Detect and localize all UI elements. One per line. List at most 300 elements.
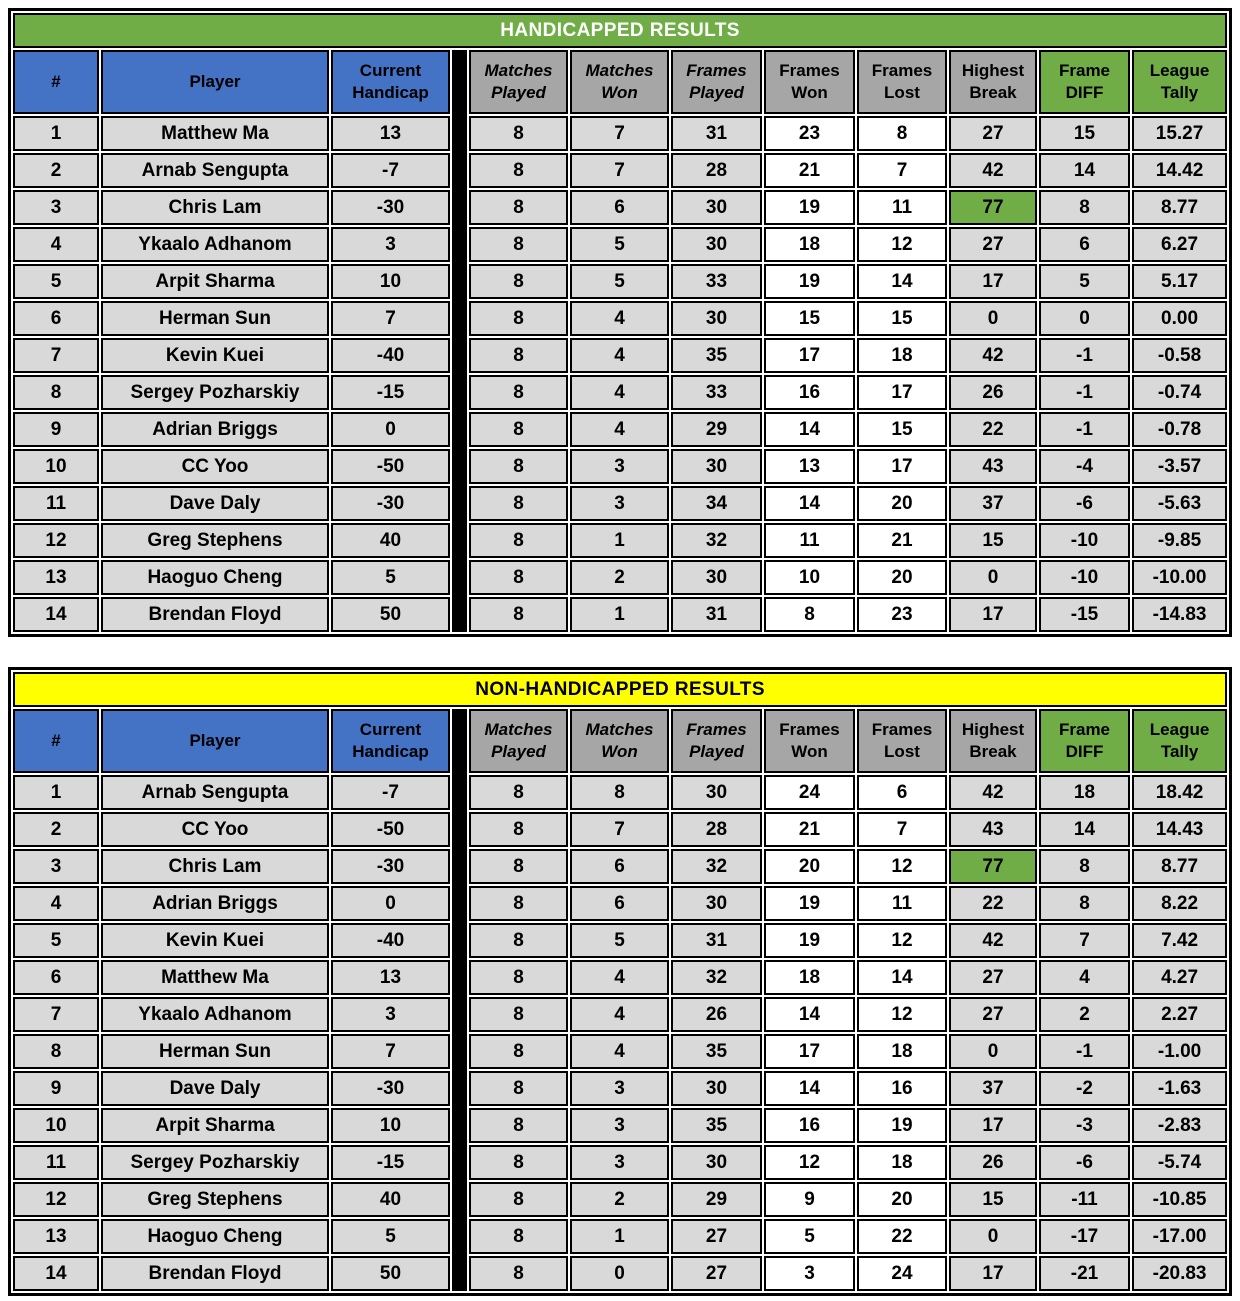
cell-player: Herman Sun — [101, 1034, 329, 1069]
column-header-player: Player — [101, 709, 329, 773]
cell-frames-played: 35 — [671, 1034, 762, 1069]
cell-player: CC Yoo — [101, 812, 329, 847]
cell-frames-won: 19 — [764, 190, 855, 225]
cell-highest-break: 15 — [949, 523, 1037, 558]
cell-player: Arnab Sengupta — [101, 153, 329, 188]
cell-frame-diff: 2 — [1039, 997, 1130, 1032]
cell-highest-break: 37 — [949, 1071, 1037, 1106]
cell-rank: 9 — [13, 412, 99, 447]
cell-matches-won: 3 — [570, 1145, 669, 1180]
cell-rank: 4 — [13, 886, 99, 921]
cell-highest-break: 17 — [949, 597, 1037, 632]
cell-player: Arpit Sharma — [101, 264, 329, 299]
cell-frames-played: 35 — [671, 1108, 762, 1143]
cell-matches-played: 8 — [469, 301, 568, 336]
cell-rank: 14 — [13, 1256, 99, 1291]
handicapped-results-table — [8, 8, 1232, 637]
cell-matches-won: 5 — [570, 227, 669, 262]
cell-player: Matthew Ma — [101, 116, 329, 151]
cell-frames-played: 30 — [671, 190, 762, 225]
cell-frames-played: 31 — [671, 116, 762, 151]
cell-frame-diff: -1 — [1039, 412, 1130, 447]
cell-matches-played: 8 — [469, 486, 568, 521]
cell-current-handicap: 40 — [331, 1182, 450, 1217]
column-header-frames-played: Frames Played — [671, 50, 762, 114]
cell-matches-won: 4 — [570, 412, 669, 447]
cell-frame-diff: 14 — [1039, 153, 1130, 188]
cell-frames-played: 27 — [671, 1219, 762, 1254]
cell-frames-won: 13 — [764, 449, 855, 484]
cell-rank: 9 — [13, 1071, 99, 1106]
cell-frames-lost: 19 — [857, 1108, 947, 1143]
column-header-league-tally: League Tally — [1132, 50, 1227, 114]
cell-matches-played: 8 — [469, 886, 568, 921]
cell-frames-played: 31 — [671, 597, 762, 632]
cell-matches-played: 8 — [469, 227, 568, 262]
cell-frames-played: 30 — [671, 227, 762, 262]
cell-frame-diff: 14 — [1039, 812, 1130, 847]
cell-highest-break: 15 — [949, 1182, 1037, 1217]
cell-league-tally: -0.58 — [1132, 338, 1227, 373]
cell-current-handicap: -7 — [331, 153, 450, 188]
cell-matches-won: 8 — [570, 775, 669, 810]
cell-frame-diff: 4 — [1039, 960, 1130, 995]
cell-league-tally: 8.22 — [1132, 886, 1227, 921]
cell-frames-won: 23 — [764, 116, 855, 151]
cell-rank: 14 — [13, 597, 99, 632]
cell-league-tally: -0.78 — [1132, 412, 1227, 447]
cell-highest-break: 22 — [949, 412, 1037, 447]
cell-matches-won: 6 — [570, 886, 669, 921]
cell-frames-lost: 18 — [857, 1145, 947, 1180]
cell-league-tally: 14.43 — [1132, 812, 1227, 847]
cell-frames-lost: 11 — [857, 190, 947, 225]
cell-frames-lost: 6 — [857, 775, 947, 810]
cell-rank: 1 — [13, 116, 99, 151]
cell-current-handicap: 3 — [331, 997, 450, 1032]
table-row — [13, 1108, 1227, 1143]
table-row — [13, 1256, 1227, 1291]
cell-frames-won: 17 — [764, 1034, 855, 1069]
cell-rank: 5 — [13, 264, 99, 299]
cell-matches-played: 8 — [469, 190, 568, 225]
table-row — [13, 264, 1227, 299]
column-header-highest-break: Highest Break — [949, 50, 1037, 114]
cell-rank: 10 — [13, 1108, 99, 1143]
cell-league-tally: -5.74 — [1132, 1145, 1227, 1180]
cell-player: Sergey Pozharskiy — [101, 375, 329, 410]
cell-league-tally: -10.85 — [1132, 1182, 1227, 1217]
cell-matches-won: 7 — [570, 116, 669, 151]
column-header-current-handicap: Current Handicap — [331, 50, 450, 114]
cell-league-tally: 8.77 — [1132, 849, 1227, 884]
cell-current-handicap: 7 — [331, 1034, 450, 1069]
cell-current-handicap: 50 — [331, 1256, 450, 1291]
column-header-frames-won: Frames Won — [764, 50, 855, 114]
cell-current-handicap: -50 — [331, 812, 450, 847]
table-title: HANDICAPPED RESULTS — [13, 13, 1227, 48]
cell-frames-won: 21 — [764, 812, 855, 847]
cell-matches-won: 3 — [570, 486, 669, 521]
cell-current-handicap: 7 — [331, 301, 450, 336]
cell-highest-break: 26 — [949, 1145, 1037, 1180]
cell-player: Greg Stephens — [101, 523, 329, 558]
cell-matches-played: 8 — [469, 153, 568, 188]
cell-frames-won: 19 — [764, 886, 855, 921]
cell-rank: 2 — [13, 812, 99, 847]
column-header-league-tally: League Tally — [1132, 709, 1227, 773]
cell-current-handicap: -15 — [331, 375, 450, 410]
cell-frames-won: 15 — [764, 301, 855, 336]
table-row — [13, 960, 1227, 995]
cell-rank: 6 — [13, 301, 99, 336]
cell-frame-diff: -21 — [1039, 1256, 1130, 1291]
cell-frames-lost: 11 — [857, 886, 947, 921]
cell-matches-won: 4 — [570, 997, 669, 1032]
cell-league-tally: -0.74 — [1132, 375, 1227, 410]
cell-frames-played: 35 — [671, 338, 762, 373]
cell-current-handicap: -30 — [331, 1071, 450, 1106]
cell-highest-break: 22 — [949, 886, 1037, 921]
cell-frames-lost: 12 — [857, 997, 947, 1032]
cell-frames-lost: 7 — [857, 812, 947, 847]
cell-frames-won: 11 — [764, 523, 855, 558]
cell-player: Chris Lam — [101, 849, 329, 884]
cell-matches-played: 8 — [469, 812, 568, 847]
cell-frame-diff: 15 — [1039, 116, 1130, 151]
cell-frames-played: 32 — [671, 523, 762, 558]
cell-matches-played: 8 — [469, 1034, 568, 1069]
cell-highest-break: 26 — [949, 375, 1037, 410]
cell-player: Adrian Briggs — [101, 412, 329, 447]
table-row — [13, 849, 1227, 884]
non-handicapped-results-table — [8, 667, 1232, 1296]
cell-matches-played: 8 — [469, 997, 568, 1032]
cell-frames-won: 21 — [764, 153, 855, 188]
cell-rank: 3 — [13, 849, 99, 884]
cell-frames-won: 5 — [764, 1219, 855, 1254]
cell-frames-played: 30 — [671, 449, 762, 484]
cell-frames-lost: 17 — [857, 375, 947, 410]
cell-matches-played: 8 — [469, 775, 568, 810]
cell-league-tally: -1.00 — [1132, 1034, 1227, 1069]
cell-rank: 6 — [13, 960, 99, 995]
column-header-rank: # — [13, 709, 99, 773]
cell-rank: 7 — [13, 338, 99, 373]
cell-matches-won: 3 — [570, 1108, 669, 1143]
cell-player: Sergey Pozharskiy — [101, 1145, 329, 1180]
cell-matches-won: 4 — [570, 375, 669, 410]
column-header-frames-won: Frames Won — [764, 709, 855, 773]
cell-frame-diff: -10 — [1039, 560, 1130, 595]
table-row — [13, 116, 1227, 151]
column-header-frames-played: Frames Played — [671, 709, 762, 773]
cell-player: Ykaalo Adhanom — [101, 227, 329, 262]
cell-frame-diff: -6 — [1039, 486, 1130, 521]
cell-league-tally: -17.00 — [1132, 1219, 1227, 1254]
cell-league-tally: -1.63 — [1132, 1071, 1227, 1106]
cell-current-handicap: 3 — [331, 227, 450, 262]
cell-player: Dave Daly — [101, 486, 329, 521]
cell-current-handicap: 0 — [331, 886, 450, 921]
cell-frame-diff: -4 — [1039, 449, 1130, 484]
cell-rank: 12 — [13, 1182, 99, 1217]
table-row — [13, 227, 1227, 262]
cell-frames-won: 24 — [764, 775, 855, 810]
cell-matches-played: 8 — [469, 849, 568, 884]
cell-player: Greg Stephens — [101, 1182, 329, 1217]
table-row — [13, 375, 1227, 410]
column-header-highest-break: Highest Break — [949, 709, 1037, 773]
cell-highest-break: 27 — [949, 227, 1037, 262]
cell-matches-won: 6 — [570, 849, 669, 884]
table-row — [13, 153, 1227, 188]
cell-highest-break: 27 — [949, 116, 1037, 151]
cell-matches-won: 5 — [570, 264, 669, 299]
cell-frames-played: 30 — [671, 775, 762, 810]
cell-frames-lost: 14 — [857, 960, 947, 995]
cell-frames-won: 14 — [764, 412, 855, 447]
cell-rank: 8 — [13, 1034, 99, 1069]
cell-league-tally: 2.27 — [1132, 997, 1227, 1032]
cell-highest-break: 77 — [949, 190, 1037, 225]
cell-matches-played: 8 — [469, 116, 568, 151]
cell-highest-break: 37 — [949, 486, 1037, 521]
cell-frames-won: 14 — [764, 486, 855, 521]
cell-highest-break: 42 — [949, 153, 1037, 188]
table-row — [13, 1219, 1227, 1254]
cell-highest-break: 27 — [949, 997, 1037, 1032]
cell-matches-played: 8 — [469, 264, 568, 299]
cell-frames-lost: 15 — [857, 412, 947, 447]
table-title: NON-HANDICAPPED RESULTS — [13, 672, 1227, 707]
cell-matches-played: 8 — [469, 1182, 568, 1217]
cell-frame-diff: -1 — [1039, 375, 1130, 410]
cell-frames-won: 18 — [764, 960, 855, 995]
cell-current-handicap: 40 — [331, 523, 450, 558]
cell-rank: 13 — [13, 1219, 99, 1254]
cell-league-tally: -10.00 — [1132, 560, 1227, 595]
cell-frames-won: 3 — [764, 1256, 855, 1291]
column-header-frames-lost: Frames Lost — [857, 50, 947, 114]
table-row — [13, 775, 1227, 810]
cell-matches-won: 4 — [570, 338, 669, 373]
cell-matches-won: 1 — [570, 597, 669, 632]
cell-highest-break: 77 — [949, 849, 1037, 884]
cell-frames-won: 19 — [764, 264, 855, 299]
cell-player: Dave Daly — [101, 1071, 329, 1106]
cell-league-tally: -2.83 — [1132, 1108, 1227, 1143]
cell-current-handicap: -40 — [331, 923, 450, 958]
cell-player: Haoguo Cheng — [101, 560, 329, 595]
cell-player: CC Yoo — [101, 449, 329, 484]
cell-player: Kevin Kuei — [101, 338, 329, 373]
cell-league-tally: 14.42 — [1132, 153, 1227, 188]
cell-frames-lost: 8 — [857, 116, 947, 151]
column-header-matches-won: Matches Won — [570, 709, 669, 773]
cell-current-handicap: -30 — [331, 190, 450, 225]
cell-frames-won: 16 — [764, 375, 855, 410]
cell-frames-played: 30 — [671, 301, 762, 336]
cell-frames-played: 33 — [671, 264, 762, 299]
cell-rank: 13 — [13, 560, 99, 595]
cell-frames-lost: 22 — [857, 1219, 947, 1254]
cell-rank: 7 — [13, 997, 99, 1032]
cell-frames-lost: 23 — [857, 597, 947, 632]
table-row — [13, 886, 1227, 921]
cell-highest-break: 17 — [949, 1256, 1037, 1291]
cell-current-handicap: 10 — [331, 264, 450, 299]
cell-frames-lost: 15 — [857, 301, 947, 336]
column-header-matches-played: Matches Played — [469, 50, 568, 114]
cell-league-tally: 4.27 — [1132, 960, 1227, 995]
cell-rank: 10 — [13, 449, 99, 484]
cell-highest-break: 27 — [949, 960, 1037, 995]
cell-frames-lost: 14 — [857, 264, 947, 299]
cell-rank: 11 — [13, 486, 99, 521]
cell-league-tally: 0.00 — [1132, 301, 1227, 336]
cell-player: Brendan Floyd — [101, 597, 329, 632]
cell-current-handicap: 5 — [331, 1219, 450, 1254]
column-header-frames-lost: Frames Lost — [857, 709, 947, 773]
cell-frames-lost: 16 — [857, 1071, 947, 1106]
column-header-rank: # — [13, 50, 99, 114]
cell-matches-played: 8 — [469, 1219, 568, 1254]
cell-frame-diff: -2 — [1039, 1071, 1130, 1106]
cell-frames-won: 14 — [764, 1071, 855, 1106]
cell-frames-played: 30 — [671, 560, 762, 595]
cell-frames-won: 12 — [764, 1145, 855, 1180]
cell-matches-won: 4 — [570, 960, 669, 995]
cell-player: Ykaalo Adhanom — [101, 997, 329, 1032]
cell-frames-played: 34 — [671, 486, 762, 521]
cell-matches-won: 2 — [570, 560, 669, 595]
cell-frames-lost: 24 — [857, 1256, 947, 1291]
table-row — [13, 523, 1227, 558]
cell-matches-played: 8 — [469, 412, 568, 447]
cell-matches-played: 8 — [469, 523, 568, 558]
column-header-current-handicap: Current Handicap — [331, 709, 450, 773]
cell-matches-won: 2 — [570, 1182, 669, 1217]
cell-player: Chris Lam — [101, 190, 329, 225]
cell-frames-played: 27 — [671, 1256, 762, 1291]
cell-rank: 5 — [13, 923, 99, 958]
cell-frame-diff: 6 — [1039, 227, 1130, 262]
table-row — [13, 597, 1227, 632]
cell-player: Arpit Sharma — [101, 1108, 329, 1143]
cell-matches-won: 6 — [570, 190, 669, 225]
cell-frame-diff: -1 — [1039, 338, 1130, 373]
cell-frame-diff: -1 — [1039, 1034, 1130, 1069]
cell-frames-played: 32 — [671, 960, 762, 995]
cell-matches-played: 8 — [469, 923, 568, 958]
cell-matches-won: 4 — [570, 301, 669, 336]
table-row — [13, 190, 1227, 225]
table-row — [13, 449, 1227, 484]
cell-highest-break: 0 — [949, 301, 1037, 336]
cell-frames-won: 10 — [764, 560, 855, 595]
cell-current-handicap: -15 — [331, 1145, 450, 1180]
table-row — [13, 560, 1227, 595]
cell-matches-won: 3 — [570, 1071, 669, 1106]
cell-frames-played: 31 — [671, 923, 762, 958]
cell-frame-diff: -15 — [1039, 597, 1130, 632]
cell-matches-won: 7 — [570, 812, 669, 847]
cell-frames-won: 16 — [764, 1108, 855, 1143]
cell-rank: 8 — [13, 375, 99, 410]
cell-matches-played: 8 — [469, 375, 568, 410]
cell-frames-lost: 20 — [857, 486, 947, 521]
cell-frames-played: 26 — [671, 997, 762, 1032]
cell-rank: 3 — [13, 190, 99, 225]
column-header-player: Player — [101, 50, 329, 114]
table-row — [13, 1071, 1227, 1106]
cell-frame-diff: -17 — [1039, 1219, 1130, 1254]
cell-matches-played: 8 — [469, 1145, 568, 1180]
cell-frame-diff: 8 — [1039, 886, 1130, 921]
cell-player: Kevin Kuei — [101, 923, 329, 958]
cell-matches-won: 0 — [570, 1256, 669, 1291]
cell-matches-won: 4 — [570, 1034, 669, 1069]
cell-frames-won: 20 — [764, 849, 855, 884]
cell-matches-played: 8 — [469, 449, 568, 484]
cell-frames-lost: 17 — [857, 449, 947, 484]
cell-frame-diff: -3 — [1039, 1108, 1130, 1143]
cell-frames-lost: 12 — [857, 923, 947, 958]
cell-league-tally: -9.85 — [1132, 523, 1227, 558]
cell-highest-break: 43 — [949, 449, 1037, 484]
cell-rank: 1 — [13, 775, 99, 810]
table-row — [13, 812, 1227, 847]
cell-highest-break: 42 — [949, 923, 1037, 958]
cell-rank: 2 — [13, 153, 99, 188]
cell-frames-won: 18 — [764, 227, 855, 262]
table-row — [13, 338, 1227, 373]
cell-frames-played: 33 — [671, 375, 762, 410]
cell-current-handicap: -30 — [331, 486, 450, 521]
cell-frames-won: 17 — [764, 338, 855, 373]
cell-frame-diff: 8 — [1039, 849, 1130, 884]
cell-matches-won: 1 — [570, 1219, 669, 1254]
separator-column — [452, 709, 467, 1291]
cell-league-tally: -3.57 — [1132, 449, 1227, 484]
cell-frames-won: 14 — [764, 997, 855, 1032]
cell-player: Arnab Sengupta — [101, 775, 329, 810]
cell-player: Haoguo Cheng — [101, 1219, 329, 1254]
cell-matches-played: 8 — [469, 597, 568, 632]
table-row — [13, 1034, 1227, 1069]
cell-frames-played: 29 — [671, 1182, 762, 1217]
cell-frame-diff: -11 — [1039, 1182, 1130, 1217]
cell-league-tally: -14.83 — [1132, 597, 1227, 632]
separator-column — [452, 50, 467, 632]
cell-matches-played: 8 — [469, 1108, 568, 1143]
table-row — [13, 1145, 1227, 1180]
cell-frames-lost: 18 — [857, 338, 947, 373]
cell-frame-diff: -10 — [1039, 523, 1130, 558]
cell-player: Matthew Ma — [101, 960, 329, 995]
cell-league-tally: 8.77 — [1132, 190, 1227, 225]
cell-rank: 12 — [13, 523, 99, 558]
cell-highest-break: 0 — [949, 560, 1037, 595]
cell-current-handicap: -7 — [331, 775, 450, 810]
cell-player: Herman Sun — [101, 301, 329, 336]
cell-frames-lost: 7 — [857, 153, 947, 188]
column-header-matches-played: Matches Played — [469, 709, 568, 773]
cell-highest-break: 0 — [949, 1219, 1037, 1254]
cell-player: Brendan Floyd — [101, 1256, 329, 1291]
cell-player: Adrian Briggs — [101, 886, 329, 921]
